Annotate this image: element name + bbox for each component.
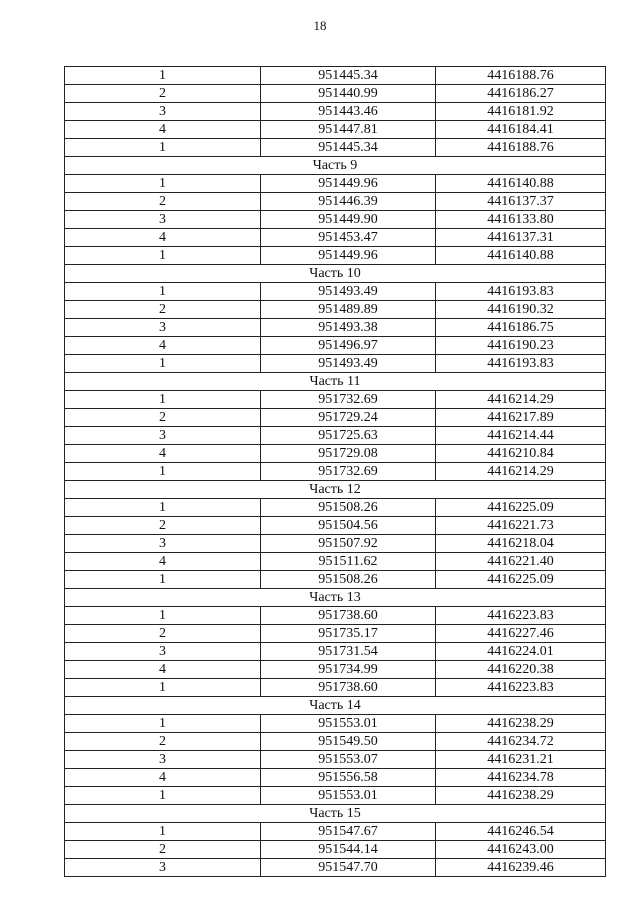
section-header-row — [65, 589, 606, 607]
point-number-cell: 2 — [65, 841, 261, 859]
x-coordinate-cell: 951553.07 — [261, 751, 436, 769]
y-coordinate-cell: 4416193.83 — [436, 355, 606, 373]
y-coordinate-cell: 4416246.54 — [436, 823, 606, 841]
y-coordinate-cell: 4416214.29 — [436, 391, 606, 409]
table-row — [65, 679, 606, 697]
y-coordinate-cell: 4416184.41 — [436, 121, 606, 139]
section-header-row — [65, 157, 606, 175]
table-row — [65, 859, 606, 877]
point-number-cell: 2 — [65, 625, 261, 643]
x-coordinate-cell: 951440.99 — [261, 85, 436, 103]
section-header-row — [65, 481, 606, 499]
y-coordinate-cell: 4416238.29 — [436, 715, 606, 733]
point-number-cell: 3 — [65, 427, 261, 445]
x-coordinate-cell: 951453.47 — [261, 229, 436, 247]
table-row — [65, 553, 606, 571]
y-coordinate-cell: 4416234.78 — [436, 769, 606, 787]
point-number-cell: 3 — [65, 643, 261, 661]
table-row — [65, 823, 606, 841]
x-coordinate-cell: 951738.60 — [261, 607, 436, 625]
point-number-cell: 3 — [65, 751, 261, 769]
section-title: Часть 13 — [65, 589, 606, 607]
y-coordinate-cell: 4416227.46 — [436, 625, 606, 643]
table-row — [65, 283, 606, 301]
x-coordinate-cell: 951507.92 — [261, 535, 436, 553]
y-coordinate-cell: 4416137.37 — [436, 193, 606, 211]
y-coordinate-cell: 4416186.75 — [436, 319, 606, 337]
x-coordinate-cell: 951547.67 — [261, 823, 436, 841]
point-number-cell: 1 — [65, 571, 261, 589]
section-title: Часть 10 — [65, 265, 606, 283]
point-number-cell: 3 — [65, 859, 261, 877]
table-row — [65, 247, 606, 265]
table-row — [65, 121, 606, 139]
section-header-row — [65, 805, 606, 823]
x-coordinate-cell: 951493.38 — [261, 319, 436, 337]
point-number-cell: 2 — [65, 193, 261, 211]
point-number-cell: 2 — [65, 409, 261, 427]
x-coordinate-cell: 951443.46 — [261, 103, 436, 121]
point-number-cell: 1 — [65, 283, 261, 301]
x-coordinate-cell: 951732.69 — [261, 391, 436, 409]
table-row — [65, 67, 606, 85]
point-number-cell: 1 — [65, 175, 261, 193]
x-coordinate-cell: 951508.26 — [261, 571, 436, 589]
table-row — [65, 175, 606, 193]
point-number-cell: 1 — [65, 67, 261, 85]
point-number-cell: 1 — [65, 247, 261, 265]
point-number-cell: 2 — [65, 85, 261, 103]
table-row — [65, 445, 606, 463]
x-coordinate-cell: 951493.49 — [261, 355, 436, 373]
y-coordinate-cell: 4416140.88 — [436, 247, 606, 265]
point-number-cell: 3 — [65, 319, 261, 337]
x-coordinate-cell: 951447.81 — [261, 121, 436, 139]
table-row — [65, 571, 606, 589]
point-number-cell: 4 — [65, 769, 261, 787]
table-row — [65, 211, 606, 229]
table-row — [65, 535, 606, 553]
table-row — [65, 841, 606, 859]
point-number-cell: 1 — [65, 139, 261, 157]
point-number-cell: 1 — [65, 391, 261, 409]
y-coordinate-cell: 4416214.29 — [436, 463, 606, 481]
y-coordinate-cell: 4416190.32 — [436, 301, 606, 319]
point-number-cell: 4 — [65, 553, 261, 571]
table-row — [65, 427, 606, 445]
table-row — [65, 769, 606, 787]
section-title: Часть 12 — [65, 481, 606, 499]
x-coordinate-cell: 951511.62 — [261, 553, 436, 571]
y-coordinate-cell: 4416190.23 — [436, 337, 606, 355]
y-coordinate-cell: 4416221.73 — [436, 517, 606, 535]
table-row — [65, 715, 606, 733]
y-coordinate-cell: 4416225.09 — [436, 499, 606, 517]
y-coordinate-cell: 4416238.29 — [436, 787, 606, 805]
point-number-cell: 1 — [65, 499, 261, 517]
y-coordinate-cell: 4416221.40 — [436, 553, 606, 571]
y-coordinate-cell: 4416234.72 — [436, 733, 606, 751]
x-coordinate-cell: 951449.90 — [261, 211, 436, 229]
table-row — [65, 193, 606, 211]
table-row — [65, 625, 606, 643]
x-coordinate-cell: 951449.96 — [261, 175, 436, 193]
x-coordinate-cell: 951449.96 — [261, 247, 436, 265]
x-coordinate-cell: 951549.50 — [261, 733, 436, 751]
x-coordinate-cell: 951496.97 — [261, 337, 436, 355]
y-coordinate-cell: 4416218.04 — [436, 535, 606, 553]
point-number-cell: 4 — [65, 661, 261, 679]
point-number-cell: 4 — [65, 337, 261, 355]
table-row — [65, 409, 606, 427]
y-coordinate-cell: 4416140.88 — [436, 175, 606, 193]
y-coordinate-cell: 4416243.00 — [436, 841, 606, 859]
x-coordinate-cell: 951738.60 — [261, 679, 436, 697]
table-row — [65, 337, 606, 355]
table-row — [65, 607, 606, 625]
y-coordinate-cell: 4416133.80 — [436, 211, 606, 229]
x-coordinate-cell: 951445.34 — [261, 67, 436, 85]
point-number-cell: 1 — [65, 823, 261, 841]
section-title: Часть 15 — [65, 805, 606, 823]
point-number-cell: 3 — [65, 535, 261, 553]
table-row — [65, 319, 606, 337]
table-row — [65, 751, 606, 769]
y-coordinate-cell: 4416225.09 — [436, 571, 606, 589]
x-coordinate-cell: 951508.26 — [261, 499, 436, 517]
section-header-row — [65, 265, 606, 283]
point-number-cell: 3 — [65, 103, 261, 121]
table-row — [65, 391, 606, 409]
y-coordinate-cell: 4416193.83 — [436, 283, 606, 301]
y-coordinate-cell: 4416223.83 — [436, 679, 606, 697]
point-number-cell: 1 — [65, 355, 261, 373]
y-coordinate-cell: 4416188.76 — [436, 67, 606, 85]
x-coordinate-cell: 951489.89 — [261, 301, 436, 319]
point-number-cell: 2 — [65, 733, 261, 751]
point-number-cell: 1 — [65, 787, 261, 805]
table-row — [65, 139, 606, 157]
y-coordinate-cell: 4416188.76 — [436, 139, 606, 157]
table-row — [65, 85, 606, 103]
table-row — [65, 733, 606, 751]
table-row — [65, 499, 606, 517]
point-number-cell: 4 — [65, 121, 261, 139]
section-title: Часть 11 — [65, 373, 606, 391]
y-coordinate-cell: 4416181.92 — [436, 103, 606, 121]
table-row — [65, 103, 606, 121]
page-number: 18 — [313, 18, 327, 33]
x-coordinate-cell: 951446.39 — [261, 193, 436, 211]
table-row — [65, 517, 606, 535]
point-number-cell: 1 — [65, 679, 261, 697]
table-row — [65, 301, 606, 319]
x-coordinate-cell: 951729.08 — [261, 445, 436, 463]
x-coordinate-cell: 951553.01 — [261, 787, 436, 805]
x-coordinate-cell: 951493.49 — [261, 283, 436, 301]
y-coordinate-cell: 4416210.84 — [436, 445, 606, 463]
x-coordinate-cell: 951731.54 — [261, 643, 436, 661]
point-number-cell: 2 — [65, 517, 261, 535]
x-coordinate-cell: 951732.69 — [261, 463, 436, 481]
point-number-cell: 1 — [65, 715, 261, 733]
x-coordinate-cell: 951735.17 — [261, 625, 436, 643]
table-row — [65, 463, 606, 481]
point-number-cell: 4 — [65, 229, 261, 247]
y-coordinate-cell: 4416231.21 — [436, 751, 606, 769]
point-number-cell: 1 — [65, 463, 261, 481]
point-number-cell: 1 — [65, 607, 261, 625]
table-row — [65, 355, 606, 373]
x-coordinate-cell: 951547.70 — [261, 859, 436, 877]
y-coordinate-cell: 4416214.44 — [436, 427, 606, 445]
x-coordinate-cell: 951556.58 — [261, 769, 436, 787]
y-coordinate-cell: 4416224.01 — [436, 643, 606, 661]
point-number-cell: 2 — [65, 301, 261, 319]
point-number-cell: 4 — [65, 445, 261, 463]
section-title: Часть 14 — [65, 697, 606, 715]
coordinates-table — [64, 66, 606, 877]
y-coordinate-cell: 4416137.31 — [436, 229, 606, 247]
table-row — [65, 787, 606, 805]
y-coordinate-cell: 4416217.89 — [436, 409, 606, 427]
x-coordinate-cell: 951504.56 — [261, 517, 436, 535]
y-coordinate-cell: 4416223.83 — [436, 607, 606, 625]
section-header-row — [65, 697, 606, 715]
y-coordinate-cell: 4416239.46 — [436, 859, 606, 877]
y-coordinate-cell: 4416186.27 — [436, 85, 606, 103]
table-row — [65, 229, 606, 247]
section-header-row — [65, 373, 606, 391]
coordinates-table-body — [65, 67, 606, 877]
x-coordinate-cell: 951553.01 — [261, 715, 436, 733]
table-row — [65, 661, 606, 679]
x-coordinate-cell: 951734.99 — [261, 661, 436, 679]
table-row — [65, 643, 606, 661]
x-coordinate-cell: 951544.14 — [261, 841, 436, 859]
x-coordinate-cell: 951729.24 — [261, 409, 436, 427]
section-title: Часть 9 — [65, 157, 606, 175]
x-coordinate-cell: 951725.63 — [261, 427, 436, 445]
x-coordinate-cell: 951445.34 — [261, 139, 436, 157]
point-number-cell: 3 — [65, 211, 261, 229]
y-coordinate-cell: 4416220.38 — [436, 661, 606, 679]
